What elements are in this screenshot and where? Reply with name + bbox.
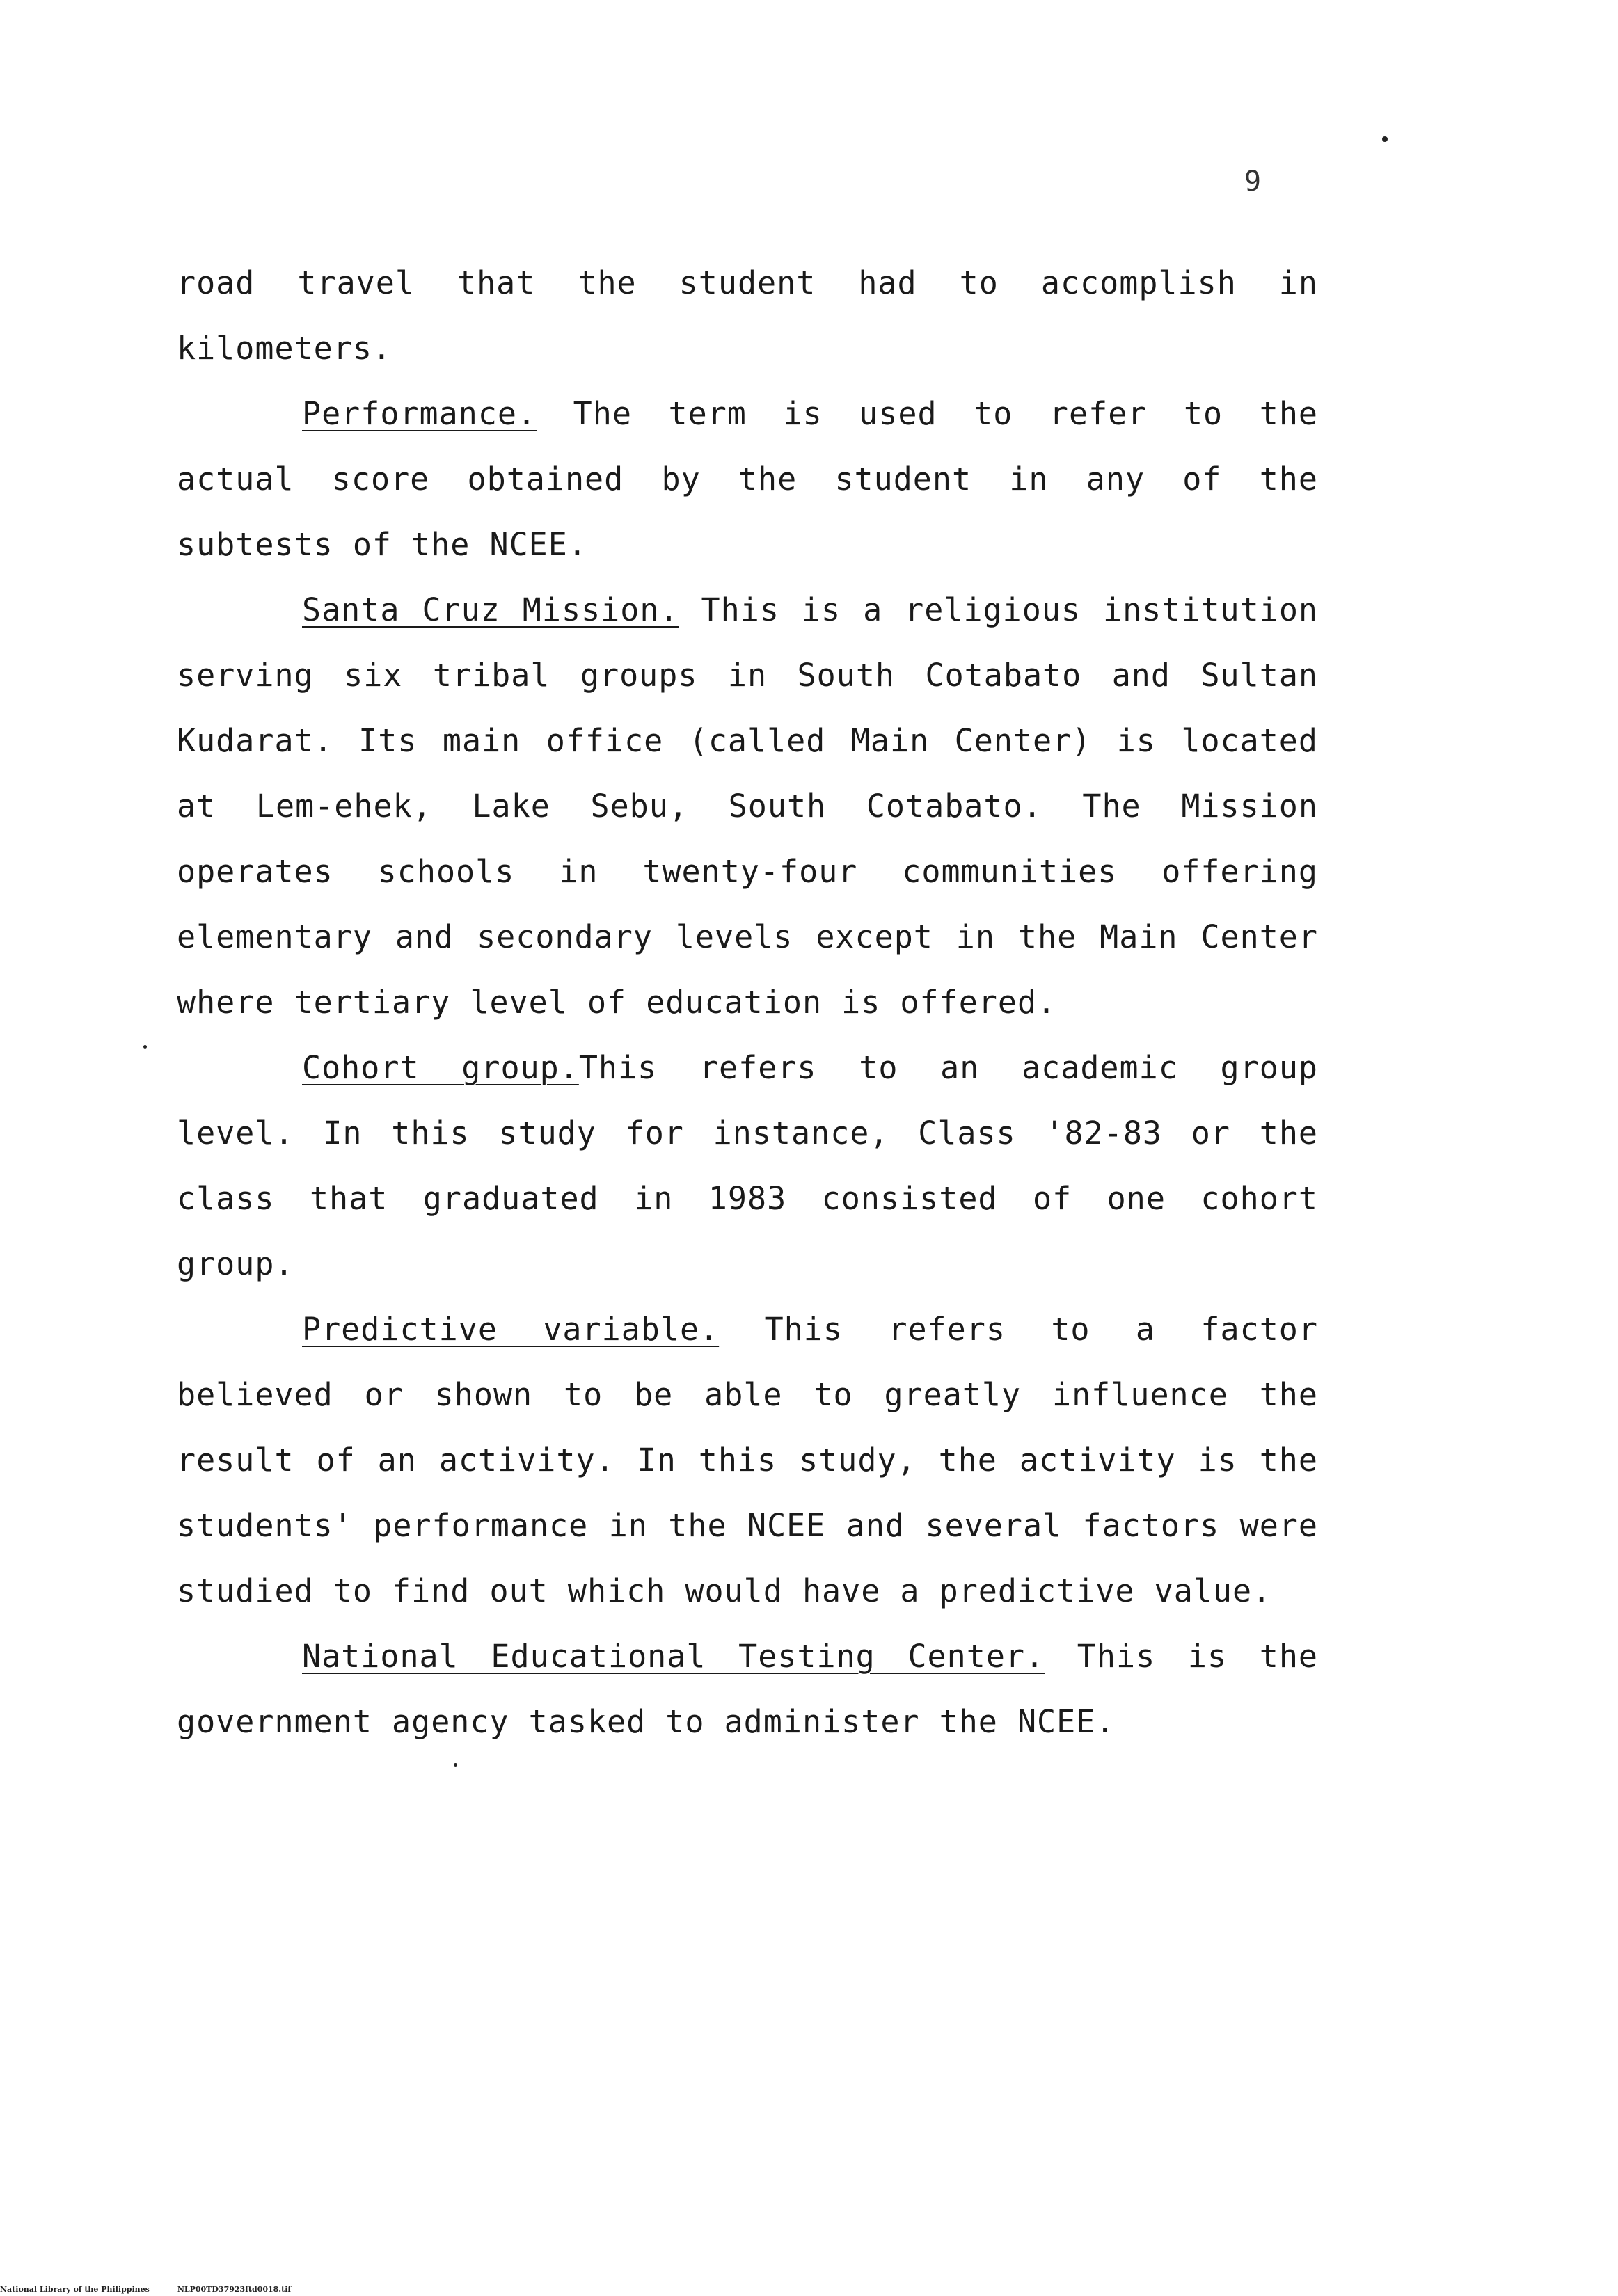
body-text: [177, 250, 1318, 1755]
paragraph-distance-continuation: [177, 250, 1318, 381]
paragraph-predictive-variable: [177, 1297, 1318, 1624]
page-number: 9: [1244, 166, 1262, 198]
scan-speck: [454, 1763, 457, 1767]
paragraph-performance: [177, 381, 1318, 577]
scan-speck: [143, 1045, 147, 1049]
paragraph-text: road travel that the student had to accomplish in kilometers.: [177, 264, 1318, 367]
definition-term: Performance.: [302, 395, 537, 432]
paragraph-text: This refers to an academic group level. In this study for instance, Class '82-83 or the class that graduated in 1983 consisted of one cohort group.: [177, 1049, 1318, 1282]
definition-term: National Educational Testing Center.: [302, 1638, 1045, 1675]
paragraph-text: This is the government agency tasked to administer the NCEE.: [177, 1638, 1318, 1740]
scan-speck: [1382, 136, 1388, 142]
scan-footer: [0, 2285, 291, 2294]
definition-term: Predictive variable.: [302, 1311, 720, 1348]
paragraph-text: This is a religious institution serving six tribal groups in South Cotabato and Sultan Kudarat. Its main office (called Main Center) is located at Lem-ehek, Lake Sebu, South Cotabato. The Mission operates schools in twenty-four communities offering elementary and secondary levels except in the Main Center where tertiary level of education is offered.: [177, 591, 1319, 1021]
footer-library: National Library of the Philippines: [0, 2285, 150, 2294]
paragraph-text: The term is used to refer to the actual score obtained by the student in any of the subtests of the NCEE.: [177, 395, 1318, 563]
footer-filename: NLP00TD37923ftd0018.tif: [177, 2285, 292, 2294]
definition-term: Santa Cruz Mission.: [302, 591, 679, 628]
definition-term: Cohort group.: [302, 1049, 579, 1086]
paragraph-text: This refers to a factor believed or shown to be able to greatly influence the result of an activity. In this study, the activity is the students' performance in the NCEE and several factors were studied to find out which would have a predictive value.: [177, 1311, 1318, 1609]
paragraph-netc: [177, 1624, 1318, 1755]
paragraph-cohort-group: [177, 1035, 1318, 1297]
paragraph-santa-cruz-mission: [177, 577, 1318, 1035]
